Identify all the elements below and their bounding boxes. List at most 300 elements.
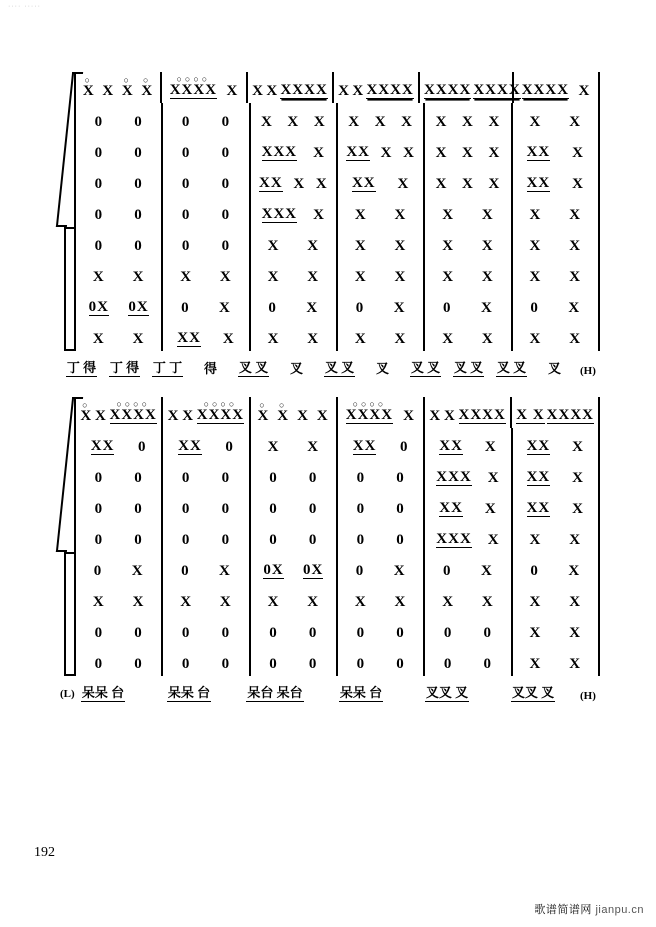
note-glyphs: 0 (94, 237, 104, 254)
note-cell (268, 464, 279, 486)
note-cell (267, 232, 281, 254)
note-glyphs: X (569, 330, 582, 347)
note-glyphs: XXXX (109, 407, 157, 423)
note-cell (435, 525, 473, 548)
measure (74, 196, 163, 227)
note-cell (276, 399, 290, 424)
note-cell (221, 201, 232, 223)
note-glyphs: X (569, 113, 582, 130)
note-cell (526, 494, 552, 517)
note-glyphs: XX (526, 469, 551, 485)
note-cell (394, 588, 408, 610)
note-cell (268, 495, 279, 517)
measure (163, 645, 250, 676)
measure (74, 397, 163, 428)
note-glyphs: X (92, 593, 105, 610)
note-cell (529, 232, 543, 254)
note-cell (395, 619, 406, 641)
note-cell (267, 294, 278, 316)
note-cell (515, 401, 545, 424)
measure (425, 103, 512, 134)
staff-line (74, 645, 600, 676)
note-glyphs: XXXX (546, 407, 595, 423)
note-glyphs: 0X (302, 562, 324, 578)
note-cell (94, 402, 108, 424)
note-cell (177, 432, 203, 455)
note-cell (221, 139, 232, 161)
note-glyphs: X (442, 593, 455, 610)
note-cell (312, 201, 326, 223)
staff-line (74, 289, 600, 320)
note-glyphs: 0 (269, 624, 278, 641)
measure (163, 165, 250, 196)
staff-block-2a (74, 397, 600, 552)
note-glyphs: X (394, 330, 407, 347)
measure (163, 552, 250, 583)
measure (251, 289, 338, 320)
note-cell (133, 464, 144, 486)
measure (425, 583, 512, 614)
note-cell (94, 526, 105, 548)
measure (74, 134, 163, 165)
note-glyphs: X (267, 438, 280, 455)
note-cell (267, 433, 281, 455)
note-glyphs: 0 (134, 531, 143, 548)
measure (425, 258, 512, 289)
note-dot-marks: ○ (82, 399, 91, 410)
lyric-syllable: 呆台 呆台 (232, 682, 318, 702)
note-cell (443, 650, 454, 672)
note-cell (345, 401, 394, 424)
note-cell (529, 263, 543, 285)
measure (251, 227, 338, 258)
measure (425, 134, 512, 165)
note-glyphs: X (180, 593, 193, 610)
note-dot-marks: ○ (279, 399, 288, 410)
note-cell (268, 526, 279, 548)
note-glyphs: 0 (530, 299, 539, 316)
note-cell (94, 650, 105, 672)
note-glyphs: 0 (308, 500, 318, 517)
note-cell (308, 650, 319, 672)
note-glyphs: X (487, 531, 500, 548)
staff-line (74, 397, 600, 428)
note-cell (441, 263, 455, 285)
system-1 (60, 72, 600, 377)
note-cell (94, 495, 105, 517)
measure (425, 227, 512, 258)
measure (338, 320, 425, 351)
note-glyphs: 0 (134, 237, 143, 254)
note-cell (169, 76, 218, 99)
note-cell (180, 294, 191, 316)
lyric-syllable: 呆呆 台 (60, 682, 146, 702)
staff-line (74, 552, 600, 583)
note-glyphs: X (354, 237, 367, 254)
note-glyphs: 0 (181, 206, 191, 223)
note-glyphs: XXXX (169, 82, 218, 98)
note-glyphs: X (219, 268, 232, 285)
note-cell (308, 619, 319, 641)
measure (251, 645, 338, 676)
note-cell (354, 232, 368, 254)
note-cell (133, 201, 144, 223)
measure (163, 459, 250, 490)
measure (425, 645, 512, 676)
note-glyphs: X (481, 299, 493, 316)
note-glyphs: X (568, 562, 581, 579)
note-cell (354, 263, 368, 285)
note-cell (355, 557, 366, 579)
note-glyphs: X (529, 268, 542, 285)
measure (74, 428, 163, 459)
note-cell (221, 619, 232, 641)
dynamic-marker-high: (H) (580, 365, 596, 377)
note-glyphs: X (141, 82, 154, 99)
note-glyphs: X (488, 113, 501, 130)
note-glyphs: X (92, 268, 105, 285)
note-cell (292, 170, 306, 192)
note-cell (487, 464, 501, 486)
note-glyphs: 0 (443, 299, 452, 316)
note-cell (94, 464, 105, 486)
watermark-cn: 歌谱简谱网 (534, 904, 592, 916)
note-cell (181, 495, 192, 517)
note-cell (306, 325, 320, 347)
note-glyphs: X (307, 268, 320, 285)
note-cell (94, 108, 105, 130)
staff-line (74, 165, 600, 196)
note-cell (394, 232, 408, 254)
measure (163, 258, 250, 289)
note-cell (487, 139, 501, 161)
watermark-en: jianpu.cn (595, 904, 644, 916)
measure (251, 614, 338, 645)
note-glyphs: X (572, 469, 585, 486)
note-glyphs: 0 (400, 438, 409, 455)
note-cell (137, 433, 148, 455)
lyric-syllable: 叉 (547, 361, 561, 376)
note-cell (461, 170, 475, 192)
measure (163, 614, 250, 645)
note-cell (487, 170, 501, 192)
page-number: 192 (34, 845, 55, 860)
lyric-syllable: 叉叉 叉 (490, 682, 576, 702)
lyric-syllable: 叉叉 叉 (404, 682, 490, 702)
note-glyphs: XXXX (196, 407, 245, 423)
note-glyphs: 0 (396, 500, 405, 517)
note-glyphs: 0 (134, 624, 143, 641)
note-glyphs: X (568, 299, 581, 316)
note-glyphs: X (354, 268, 367, 285)
note-cell (529, 557, 540, 579)
note-cell (428, 402, 442, 424)
note-glyphs: 0 (396, 531, 405, 548)
note-cell (345, 138, 371, 161)
measure (513, 258, 600, 289)
note-cell (393, 294, 407, 316)
note-glyphs: 0 (221, 144, 231, 161)
measure (251, 521, 338, 552)
note-cell (568, 619, 582, 641)
note-cell (355, 294, 366, 316)
measure (338, 614, 425, 645)
note-glyphs: X (394, 237, 407, 254)
note-glyphs: 0 (134, 113, 143, 130)
note-cell (181, 464, 192, 486)
note-cell (461, 139, 475, 161)
note-glyphs: X (484, 500, 497, 517)
note-glyphs: XXXX (424, 82, 472, 98)
measure (513, 227, 600, 258)
note-glyphs: 0 (181, 500, 191, 517)
note-cell (132, 263, 146, 285)
note-glyphs: X (394, 593, 407, 610)
note-glyphs: 0 (181, 624, 191, 641)
note-cell (79, 399, 93, 424)
note-cell (92, 263, 106, 285)
measure (74, 72, 162, 103)
staff-block-1b (74, 227, 600, 351)
note-dot-marks: ○ (123, 74, 132, 85)
measure (74, 583, 163, 614)
note-glyphs: XXX (261, 144, 298, 160)
note-glyphs: XX (346, 144, 370, 160)
note-cell (402, 139, 416, 161)
note-cell (121, 74, 135, 99)
note-cell (181, 139, 192, 161)
note-cell (219, 588, 233, 610)
note-glyphs: XXXX (458, 407, 506, 423)
measure (425, 289, 512, 320)
measure (513, 289, 600, 320)
note-glyphs: X (403, 407, 415, 424)
note-glyphs: X (569, 655, 582, 672)
lyric-syllable: 丁 得 (103, 357, 146, 377)
note-cell (568, 201, 582, 223)
note-glyphs: XXXX (280, 82, 328, 98)
note-glyphs: X (132, 330, 145, 347)
note-cell (313, 108, 327, 130)
note-glyphs: 0 (356, 531, 366, 548)
note-glyphs: X (121, 82, 134, 99)
note-cell (354, 588, 368, 610)
note-glyphs: X (529, 206, 542, 223)
measure (251, 103, 338, 134)
note-cell (443, 402, 457, 424)
note-glyphs: X (267, 593, 280, 610)
note-glyphs: 0 (221, 469, 231, 486)
corner-mark: ···· ····· (8, 3, 41, 10)
note-glyphs: X (180, 268, 193, 285)
note-cell (101, 77, 115, 99)
note-cell (567, 294, 581, 316)
note-cell (94, 619, 105, 641)
note-cell (394, 201, 408, 223)
note-cell (90, 432, 116, 455)
note-glyphs: XX (526, 144, 551, 160)
note-cell (219, 263, 233, 285)
staff-line (74, 258, 600, 289)
note-glyphs: X (481, 206, 494, 223)
staff-line (74, 614, 600, 645)
note-cell (222, 325, 236, 347)
measure (338, 428, 425, 459)
note-cell (356, 526, 367, 548)
measure (74, 552, 163, 583)
staff-line (74, 103, 600, 134)
lyric-syllable: 叉 叉 (232, 357, 275, 377)
note-cell (356, 495, 367, 517)
note-cell (251, 77, 265, 99)
measure (74, 521, 163, 552)
measure (338, 583, 425, 614)
note-glyphs: 0 (134, 469, 143, 486)
note-cell (400, 108, 414, 130)
note-cell (179, 263, 193, 285)
note-glyphs: 0 (530, 562, 539, 579)
note-cell (268, 650, 279, 672)
note-cell (577, 77, 591, 99)
note-glyphs: X (435, 144, 448, 161)
measure (425, 614, 512, 645)
note-glyphs: X (488, 144, 501, 161)
measure (74, 645, 163, 676)
note-glyphs: XX (526, 175, 551, 191)
note-glyphs: X (481, 330, 494, 347)
note-glyphs: 0 (134, 655, 143, 672)
note-cell (94, 170, 105, 192)
note-glyphs: XXXX (345, 407, 394, 423)
note-glyphs: XXX (436, 469, 472, 485)
note-glyphs: 0 (93, 562, 103, 579)
note-glyphs: 0 (221, 175, 231, 192)
note-dot-marks: ○ (259, 399, 268, 410)
lyric-syllable: 呆呆 台 (146, 682, 232, 702)
note-glyphs: X (132, 268, 145, 285)
note-cell (568, 650, 582, 672)
measure (338, 134, 425, 165)
measure (74, 459, 163, 490)
note-glyphs: 0 (443, 624, 453, 641)
note-cell (399, 433, 410, 455)
note-glyphs: X (442, 268, 455, 285)
note-cell (221, 170, 232, 192)
note-cell (221, 232, 232, 254)
measure (338, 521, 425, 552)
note-cell (221, 650, 232, 672)
note-cell (395, 526, 406, 548)
note-cell (480, 294, 494, 316)
note-cell (484, 433, 498, 455)
note-cell (262, 556, 284, 579)
note-glyphs: 0 (94, 144, 104, 161)
staff-line (74, 134, 600, 165)
note-cell (316, 402, 330, 424)
measure (513, 521, 600, 552)
note-glyphs: 0 (308, 624, 318, 641)
measure (425, 521, 512, 552)
measure (513, 320, 600, 351)
note-glyphs: X (572, 175, 585, 192)
note-cell (181, 526, 192, 548)
note-glyphs: 0 (443, 562, 452, 579)
measure (425, 397, 512, 428)
note-cell (354, 201, 368, 223)
note-glyphs: X (315, 175, 328, 192)
note-cell (181, 201, 192, 223)
measure (513, 103, 600, 134)
note-glyphs: X (306, 299, 319, 316)
note-cell (435, 139, 449, 161)
note-glyphs: 0 (225, 438, 234, 455)
note-cell (260, 108, 274, 130)
note-cell (571, 170, 585, 192)
note-glyphs: X (393, 299, 406, 316)
measure (513, 428, 600, 459)
note-dot-marks: ○○○○ (352, 399, 387, 409)
note-glyphs: XX (258, 175, 283, 191)
measure (163, 196, 250, 227)
measure (513, 552, 600, 583)
note-cell (82, 74, 96, 99)
note-glyphs: X (307, 438, 320, 455)
lyric-syllable: 叉 (375, 361, 389, 376)
measure (251, 459, 338, 490)
note-glyphs: X (578, 82, 591, 99)
note-glyphs: 0 (308, 469, 318, 486)
note-glyphs: X (569, 237, 582, 254)
note-glyphs: X (569, 531, 582, 548)
note-glyphs: 0 (221, 237, 231, 254)
note-cell (261, 138, 299, 161)
staff-line (74, 196, 600, 227)
staff-line (74, 428, 600, 459)
measure (425, 165, 512, 196)
note-glyphs: X (569, 624, 582, 641)
lyric-syllable: 丁 丁 (146, 357, 189, 377)
measure (420, 72, 521, 103)
note-glyphs: 0 (181, 469, 191, 486)
note-cell (261, 200, 299, 223)
note-glyphs: 0 (94, 469, 104, 486)
note-glyphs: X (481, 237, 494, 254)
note-glyphs: 0 (221, 113, 231, 130)
note-cell (435, 108, 449, 130)
measure (163, 289, 250, 320)
note-glyphs: XX (439, 500, 463, 516)
note-cell (567, 557, 581, 579)
note-glyphs: X (529, 624, 542, 641)
note-glyphs: X (529, 330, 542, 347)
lyric-syllable: 叉 (289, 361, 303, 376)
measure (74, 614, 163, 645)
measure (513, 490, 600, 521)
note-glyphs: XXX (436, 531, 472, 547)
note-cell (484, 495, 498, 517)
measure (338, 459, 425, 490)
note-cell (221, 464, 232, 486)
note-cell (480, 557, 494, 579)
lyric-syllable: 叉 叉 (404, 357, 447, 377)
note-cell (441, 588, 455, 610)
note-cell (306, 433, 320, 455)
note-cell (181, 402, 195, 424)
lyric-syllable: 叉 叉 (490, 357, 533, 377)
note-cell (356, 650, 367, 672)
note-glyphs: 0 (134, 206, 143, 223)
note-cell (167, 402, 181, 424)
